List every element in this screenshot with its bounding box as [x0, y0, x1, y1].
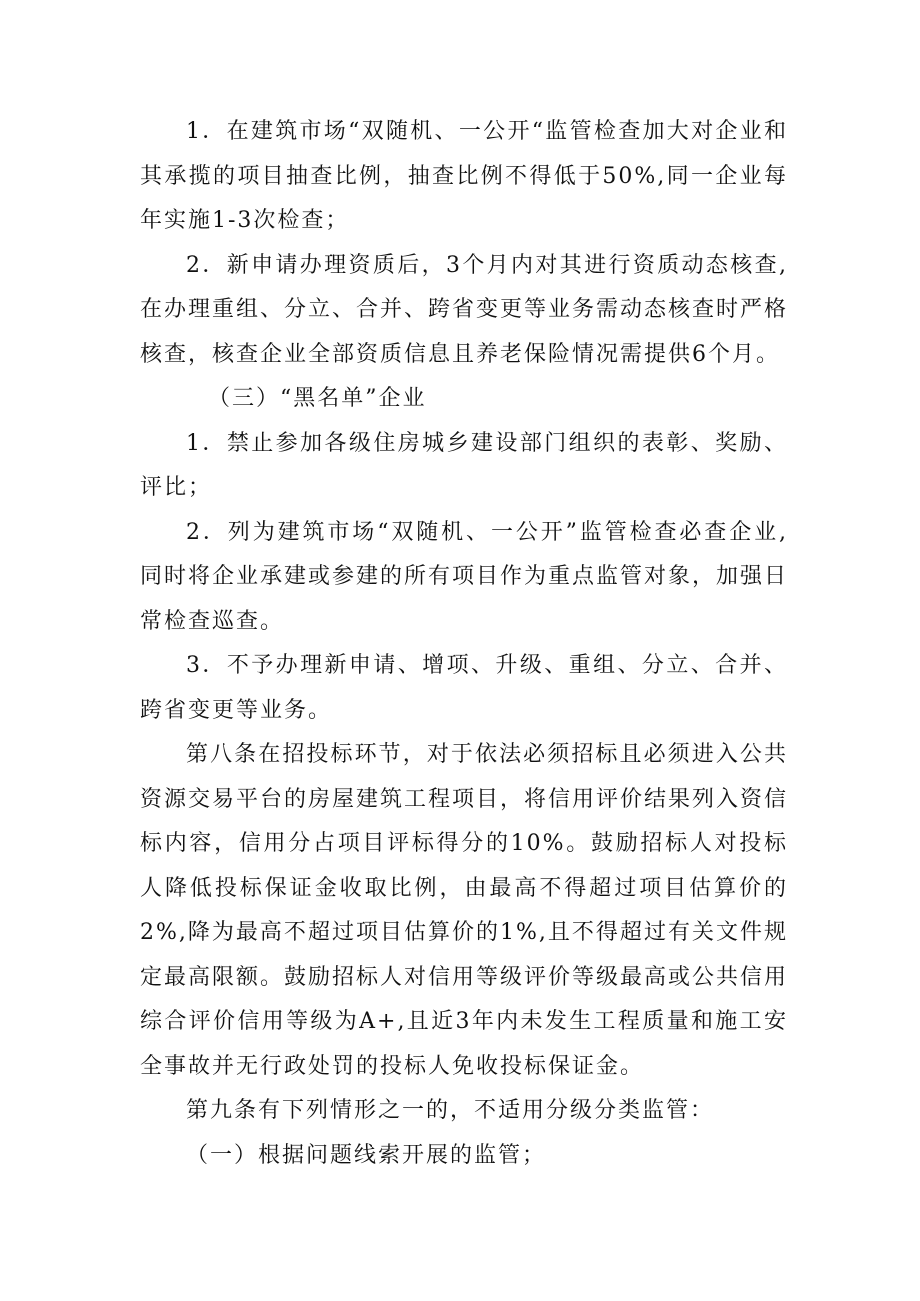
paragraph-article-9: 第九条有下列情形之一的，不适用分级分类监管：: [186, 1098, 715, 1123]
document-page: [140, 110, 788, 1178]
paragraph-item-4: 2．列为建筑市场“双随机、一公开”监管检查必查企业,同时将企业承建或参建的所有项目作为重点监管对象，加强日常检查巡查。: [140, 519, 789, 634]
paragraph-article-8: 第八条在招投标环节，对于依法必须招标且必须进入公共资源交易平台的房屋建筑工程项目，将信用评价结果列入资信标内容，信用分占项目评标得分的10%。鼓励招标人对投标人降低投标保证金收取比例，由最高不得超过项目估算价的2%,降为最高不超过项目估算价的1%,且不得超过有关文件规定最高限额。鼓励招标人对信用等级评价等级最高或公共信用综合评价信用等级为A+,且近3年内未发生工程质量和施工安全事故并无行政处罚的投标人免收投标保证金。: [140, 742, 789, 1079]
paragraph-item-1: 1．在建筑市场“双随机、一公开“监管检查加大对企业和其承揽的项目抽查比例，抽查比例不得低于50%,同一企业每年实施1-3次检查；: [140, 119, 788, 233]
paragraph-item-2: 2．新申请办理资质后，3个月内对其进行资质动态核查,在办理重组、分立、合并、跨省变更等业务需动态核查时严格核查，核查企业全部资质信息且养老保险情况需提供6个月。: [140, 252, 789, 367]
paragraph-item-5: 3．不予办理新申请、增项、升级、重组、分立、合并、跨省变更等业务。: [140, 653, 788, 723]
paragraph-item-3: 1．禁止参加各级住房城乡建设部门组织的表彰、奖励、评比；: [140, 430, 788, 500]
paragraph-subitem-1: （一）根据问题线索开展的监管；: [186, 1142, 547, 1168]
section-heading-blacklist: （三）“黑名单”企业: [208, 386, 427, 411]
